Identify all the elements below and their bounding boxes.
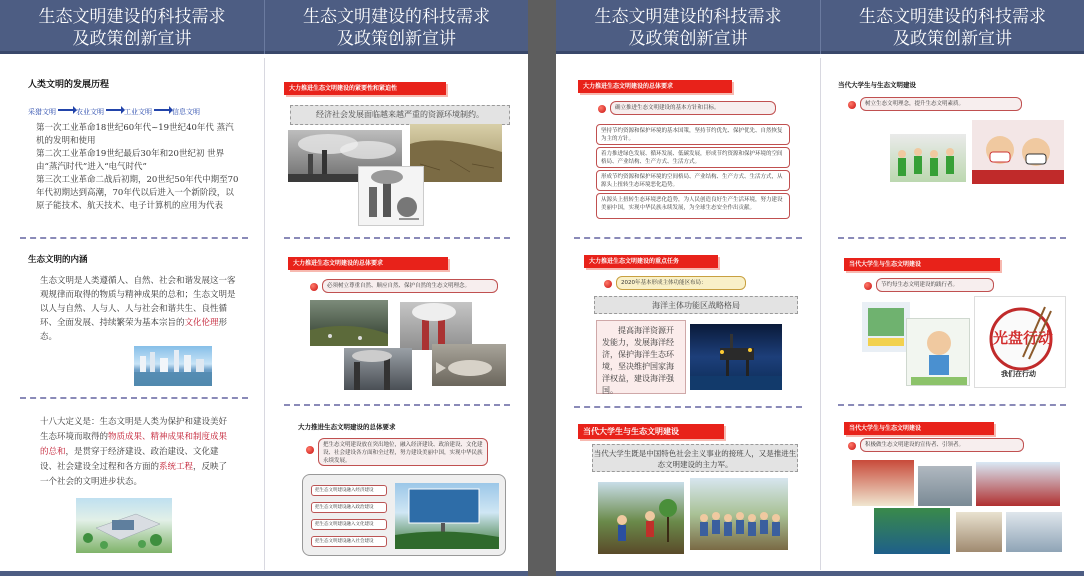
list-item: 着力推进绿色发展、循环发展、低碳发展，形成节约资源和保护环境的空间格局、产业结构、生产方式、生活方式。 (596, 147, 790, 168)
eco-park-svg (76, 498, 172, 553)
industrial-smoke-image (344, 348, 412, 390)
requirement-pill: 把生态文明建设放在突出地位，融入经济建设、政治建设、文化建设、社会建设各方面和全过程，努力建设美丽中国，实现中华民族永续发展。 (318, 438, 488, 466)
cartoon-poster-svg (907, 319, 970, 386)
left-page (0, 0, 528, 576)
section-banner: 大力推进生态文明建设的总体要求 (288, 257, 448, 270)
dashed-divider (20, 237, 248, 239)
section-title-connotation: 生态文明的内涵 (28, 255, 88, 265)
list-item: 把生态文明建设融入文化建设 (311, 519, 387, 530)
cartoon-svg (359, 167, 424, 226)
dashed-divider (574, 237, 802, 239)
arrow-right-icon (58, 109, 74, 111)
highlight-band: 海洋主体功能区战略格局 (594, 296, 798, 314)
bullet-icon (848, 101, 856, 109)
flow-item: 农业文明 (76, 108, 104, 116)
industrial-revolution-text: 第一次工业革命18世纪60年代~19世纪40年代 蒸汽机的发明和使用 第二次工业革命19世纪最后30年和20世纪初 世界由“蒸汽时代”进入“电气时代” 第三次工业革命二战后初期，20世纪50年代中期至70年代初期达到高潮，70年代以后进入一个新阶段，以原子能技术、航天技术、电子计算机的应用为代表 (36, 123, 239, 211)
integration-list-box (302, 474, 506, 556)
section-banner: 当代大学生与生态文明建设 (578, 424, 724, 439)
column-divider (264, 58, 265, 570)
event-photo-1 (852, 460, 914, 506)
poster-image (862, 302, 910, 352)
requirement-pill: 确立推进生态文明建设的基本方针和目标。 (610, 101, 776, 115)
billboard-image (395, 483, 499, 549)
requirement-pill: 2020年基本形成主体功能区布局： (616, 276, 746, 290)
connotation-text: 生态文明是人类遵循人、自然、社会和谐发展这一客观规律而取得的物质与精神成果的总和；生态文明是以人与自然、人与人、人与社会和谐共生、良性循环、全面发展、持续繁荣为基本宗旨的文化伦理形态。 (40, 276, 236, 342)
section-banner: 当代大学生与生态文明建设 (844, 422, 994, 435)
section-subtitle: 大力推进生态文明建设的总体要求 (298, 423, 396, 431)
mask-kids-image (972, 120, 1064, 184)
bullet-icon (604, 280, 612, 288)
bullet-icon (864, 282, 872, 290)
cartoon-pollution-image (358, 166, 424, 226)
industrial-svg (344, 348, 412, 390)
bullet-icon (306, 446, 314, 454)
list-item: 把生态文明建设融入社会建设 (311, 536, 387, 547)
bullet-icon (310, 283, 318, 291)
tree-planting-image (598, 482, 684, 554)
students-green-image (890, 134, 966, 182)
dashed-divider (574, 406, 802, 408)
page-footer (0, 571, 528, 576)
event-photo-6 (1006, 512, 1062, 552)
flow-item: 信息文明 (172, 108, 200, 116)
poster-svg (862, 302, 910, 352)
tree-planting-svg (598, 482, 684, 554)
cartoon-poster-image (906, 318, 970, 386)
oil-platform-svg (690, 324, 782, 390)
section-banner: 大力推进生态文明建设的紧要性和紧迫性 (284, 82, 446, 95)
requirement-pill: 必须树立尊重自然、顺应自然、保护自然的生态文明理念。 (322, 279, 498, 293)
requirement-pill: 积极做生态文明建设的宣传者、引领者。 (860, 438, 1024, 452)
event-photo-5 (956, 512, 1002, 552)
list-item: 坚持节约资源和保护环境的基本国策，坚持节约优先、保护优先、自然恢复为主的方针。 (596, 124, 790, 145)
header-title-left: 生态文明建设的科技需求 及政策创新宣讲 (594, 7, 782, 49)
chimney-smoke-image (400, 302, 472, 350)
dead-fish-image (432, 344, 506, 386)
river-svg (310, 300, 388, 346)
volunteer-svg (690, 478, 788, 550)
civilization-flow (28, 99, 200, 118)
list-item: 从源头上扭转生态环境恶化趋势，为人民创造良好生产生活环境，努力建设美丽中国，实现中华民族永续发展，为全球生态安全作出贡献。 (596, 193, 790, 219)
polluted-river-image (310, 300, 388, 346)
event-photo-4 (874, 508, 950, 554)
clean-plate-poster (974, 296, 1066, 388)
section-banner: 当代大学生与生态文明建设 (844, 258, 1000, 271)
flow-item: 工业文明 (124, 108, 152, 116)
dashed-divider (284, 404, 510, 406)
column-divider (820, 58, 821, 570)
page-footer (556, 571, 1084, 576)
dashed-divider (20, 397, 248, 399)
bullet-icon (848, 442, 856, 450)
city-skyline-image (134, 346, 212, 386)
section-subtitle: 当代大学生与生态文明建设 (838, 81, 916, 89)
section-title-history: 人类文明的发展历程 (28, 80, 110, 90)
fish-svg (432, 344, 506, 386)
dashed-divider (838, 237, 1066, 239)
flow-item: 采猎文明 (28, 108, 56, 116)
city-skyline-svg (134, 346, 212, 386)
highlight-band: 经济社会发展面临越来越严重的资源环境制约。 (290, 105, 510, 125)
oil-platform-image (690, 324, 782, 390)
dashed-divider (284, 237, 510, 239)
dashed-divider (838, 404, 1066, 406)
event-photo-3 (976, 462, 1060, 506)
requirement-pill: 树立生态文明理念，提升生态文明素质。 (860, 97, 1022, 111)
requirement-pill: 节约每生态文明建设的践行者。 (876, 278, 994, 292)
header-title-right: 生态文明建设的科技需求 及政策创新宣讲 (820, 0, 1084, 54)
list-item: 把生态文明建设融入经济建设 (311, 485, 387, 496)
right-page (556, 0, 1084, 576)
list-item: 形成节约资源和保护环境的空间格局、产业结构、生产方式、生活方式，从源头上扭转生态环境恶化趋势。 (596, 170, 790, 191)
event-photo-2 (918, 466, 972, 506)
poster-slogan: 我们在行动 (1001, 370, 1036, 378)
header-title-right: 生态文明建设的科技需求 及政策创新宣讲 (264, 0, 528, 54)
eighteenth-congress-text: 十八大定义是：生态文明是人类为保护和建设美好生态环境而取得的物质成果、精神成果和制度成果的总和，是贯穿于经济建设、政治建设、文化建设、社会建设全过程和各方面的系统工程，反映了一个社会的文明进步状态。 (40, 417, 228, 487)
list-item: 把生态文明建设融入政治建设 (311, 502, 387, 513)
volunteer-group-image (690, 478, 788, 550)
header-title-left: 生态文明建设的科技需求 及政策创新宣讲 (38, 7, 226, 49)
page-header (0, 0, 528, 54)
students-svg (890, 134, 966, 182)
poster-headline: 光盘行动 (993, 329, 1054, 347)
chimney-svg (400, 302, 472, 350)
billboard-svg (395, 483, 499, 549)
arrow-right-icon (106, 109, 122, 111)
mask-kids-svg (972, 120, 1064, 184)
ocean-strategy-box: 提高海洋资源开发能力，发展海洋经济，保护海洋生态环境，坚决维护国家海洋权益，建设海洋强国。 (596, 320, 686, 394)
bullet-icon (598, 105, 606, 113)
arrow-right-icon (154, 109, 170, 111)
highlight-band: 当代大学生既是中国特色社会主义事业的接班人，又是推进生态文明建设的主力军。 (592, 444, 798, 472)
eco-park-image (76, 498, 172, 553)
page-header (556, 0, 1084, 54)
section-banner: 大力推进生态文明建设的总体要求 (578, 80, 732, 93)
section-banner: 大力推进生态文明建设的重点任务 (584, 255, 718, 268)
